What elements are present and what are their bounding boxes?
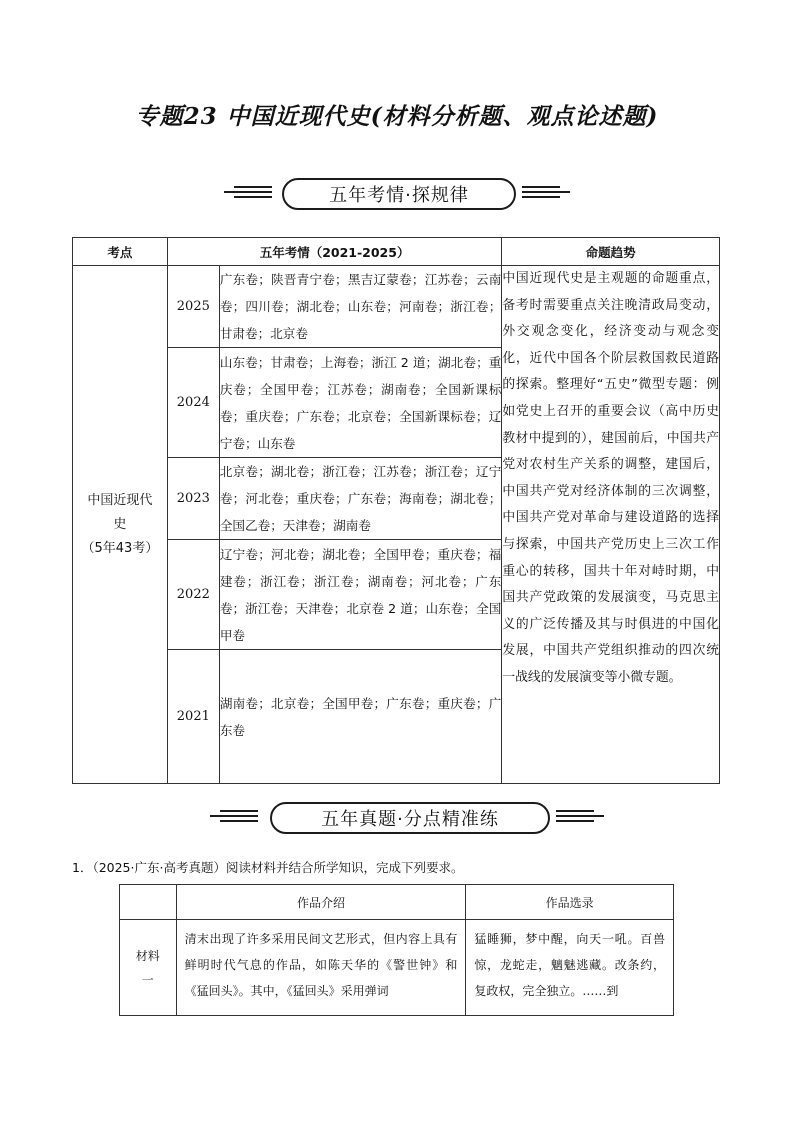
year-cell: 2023 xyxy=(167,458,219,540)
papers-cell: 山东卷；甘肃卷；上海卷；浙江 2 道；湖北卷；重庆卷；全国甲卷；江苏卷；湖南卷；全国新课标卷；重庆卷；广东卷；北京卷；全国新课标卷；辽宁卷；山东卷 xyxy=(219,348,502,458)
material-header-row xyxy=(120,885,674,920)
papers-cell: 辽宁卷；河北卷；湖北卷；全国甲卷；重庆卷；福建卷；浙江卷；浙江卷；湖南卷；河北卷；广东卷；浙江卷；天津卷；北京卷 2 道；山东卷；全国甲卷 xyxy=(219,540,502,650)
material-header-excerpt: 作品选录 xyxy=(466,885,674,920)
section-banner-exam-trends xyxy=(0,176,794,212)
year-cell: 2021 xyxy=(167,650,219,784)
header-trend: 命题趋势 xyxy=(502,238,720,266)
page-title: 专题23 中国近现代史(材料分析题、观点论述题) xyxy=(135,103,659,130)
material-label-line: 材料 xyxy=(135,948,160,963)
papers-cell: 湖南卷；北京卷；全国甲卷；广东卷；重庆卷；广东卷 xyxy=(219,650,502,784)
material-header-blank xyxy=(120,885,177,920)
header-five-years: 五年考情（2021-2025） xyxy=(167,238,501,266)
table-header-row xyxy=(73,238,720,266)
topic-line: （5年43考） xyxy=(81,540,159,556)
topic-line: 史 xyxy=(113,516,127,532)
year-cell: 2024 xyxy=(167,348,219,458)
material-intro: 清末出现了许多采用民间文艺形式，但内容上具有鲜明时代气息的作品，如陈天华的《警世钟》和《猛回头》。其中，《猛回头》采用弹词 xyxy=(176,920,466,1016)
material-row xyxy=(120,920,674,1016)
papers-cell: 北京卷；湖北卷；浙江卷；江苏卷；浙江卷；辽宁卷；河北卷；重庆卷；广东卷；海南卷；湖北卷；全国乙卷；天津卷；湖南卷 xyxy=(219,458,502,540)
banner-label: 五年真题·分点精准练 xyxy=(270,802,550,834)
material-label xyxy=(120,920,177,1016)
year-cell: 2022 xyxy=(167,540,219,650)
material-header-intro: 作品介绍 xyxy=(176,885,466,920)
papers-cell: 广东卷；陕晋青宁卷；黑吉辽蒙卷；江苏卷；云南卷；四川卷；湖北卷；山东卷；河南卷；浙江卷；甘肃卷；北京卷 xyxy=(219,266,502,348)
topic-line: 中国近现代 xyxy=(87,492,153,508)
material-table xyxy=(119,884,674,1016)
decorative-lines-right xyxy=(522,186,570,200)
decorative-lines-left xyxy=(224,186,272,200)
table-row xyxy=(73,266,720,348)
decorative-lines-left xyxy=(210,810,258,824)
exam-trends-table xyxy=(72,237,720,784)
topic-cell xyxy=(73,266,168,784)
year-cell: 2025 xyxy=(167,266,219,348)
material-excerpt: 猛睡狮，梦中醒，向天一吼。百兽惊，龙蛇走，魑魅逃藏。改条约，复政权，完全独立。……到 xyxy=(466,920,674,1016)
header-topic: 考点 xyxy=(73,238,168,266)
material-label-line: 一 xyxy=(141,972,154,987)
trend-cell: 中国近现代史是主观题的命题重点，备考时需要重点关注晚清政局变动，外交观念变化，经济变动与观念变化，近代中国各个阶层救国救民道路的探索。整理好“五史”微型专题：例如党史上召开的重要会议（高中历史教材中提到的），建国前后，中国共产党对农村生产关系的调整，建国后，中国共产党对经济体制的三次调整，中国共产党对革命与建设道路的选择与探索，中国共产党历史上三次工作重心的转移，国共十年对峙时期，中国共产党政策的发展演变，马克思主义的广泛传播及其与时俱进的中国化发展，中国共产党组织推动的四次统一战线的发展演变等小微专题。 xyxy=(502,266,720,784)
banner-label: 五年考情·探规律 xyxy=(282,178,516,210)
section-banner-past-papers xyxy=(0,800,794,836)
decorative-lines-right xyxy=(556,810,604,824)
question-prompt: 1．（2025·广东·高考真题）阅读材料并结合所学知识，完成下列要求。 xyxy=(72,860,464,875)
